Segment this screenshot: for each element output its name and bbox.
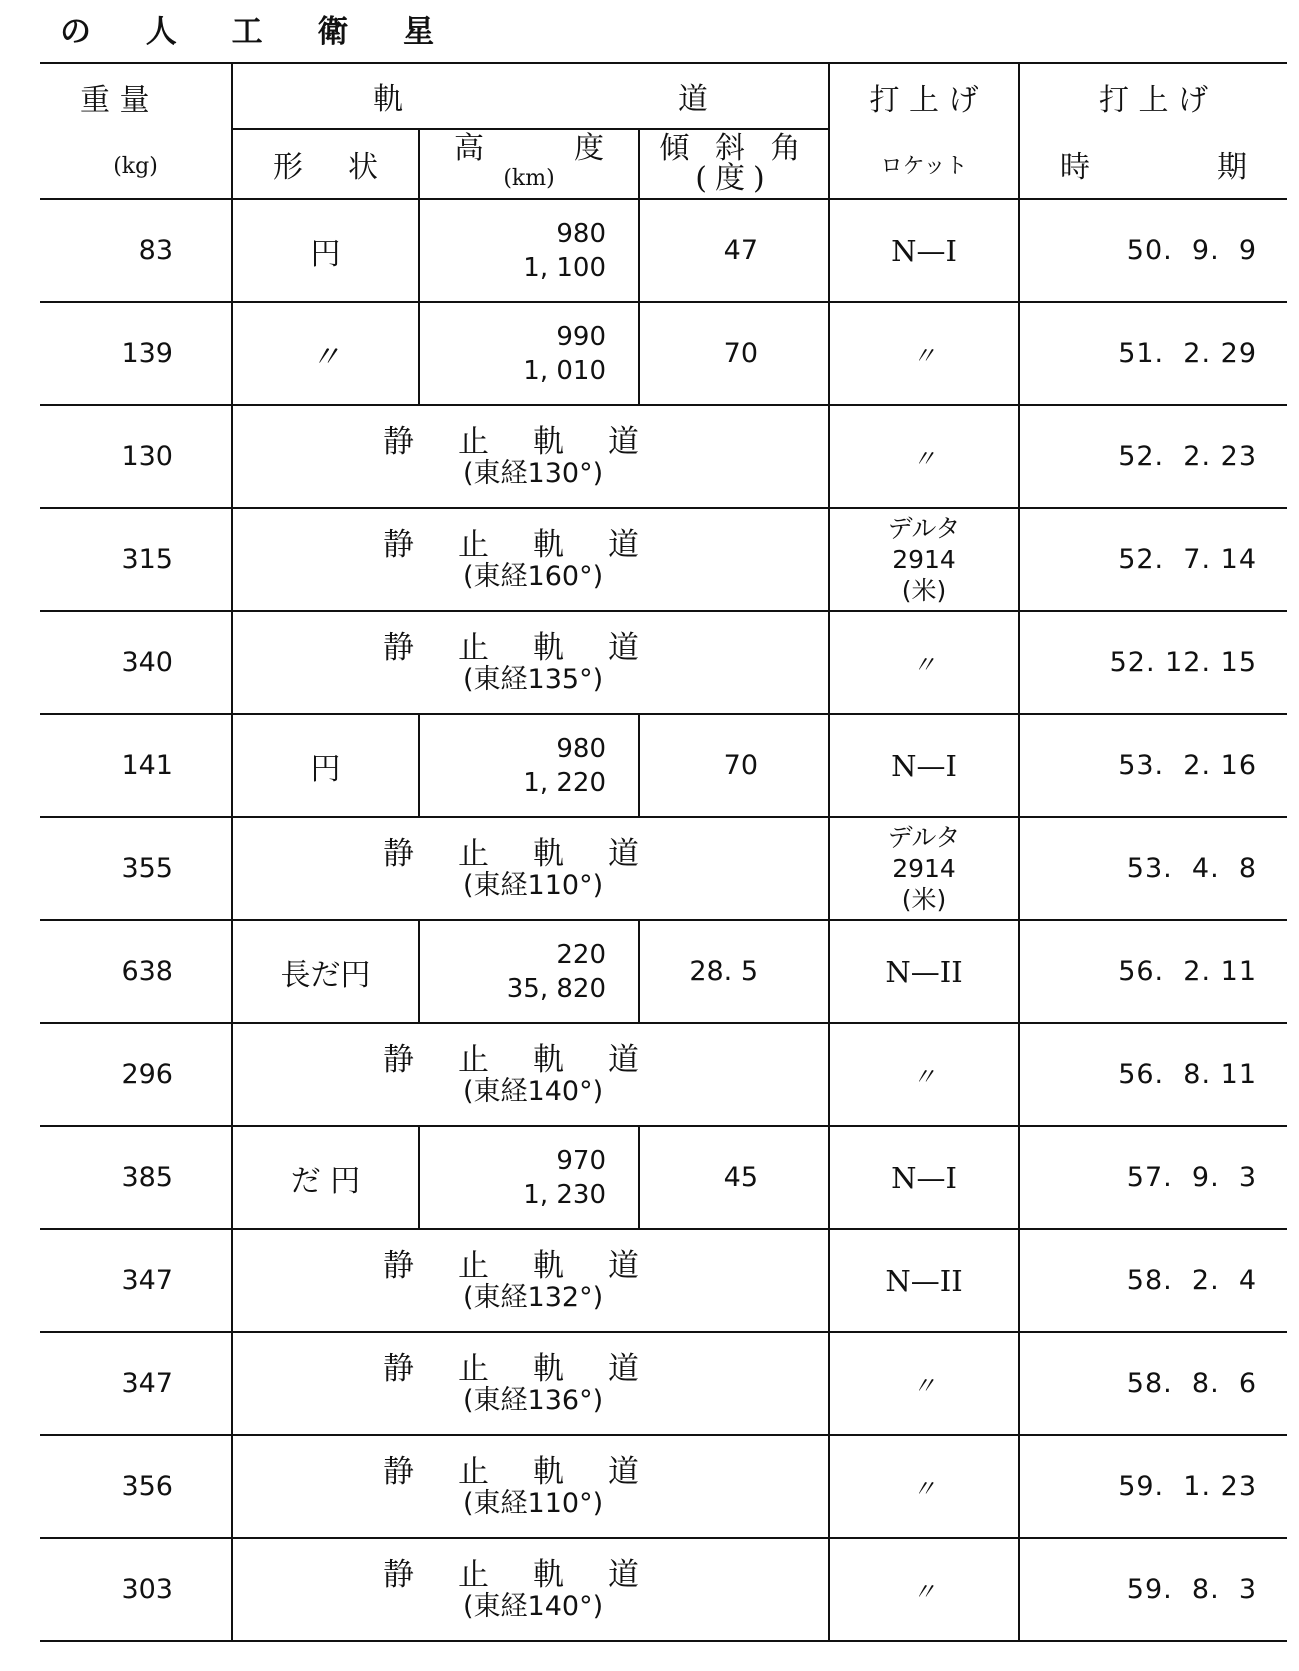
altitude-max: 35, 820 (506, 973, 606, 1004)
geostationary-longitude: (東経135°) (463, 663, 604, 695)
rocket-line: 2914 (892, 854, 956, 883)
shape-cell: 〃 (232, 302, 419, 405)
geostationary-longitude: (東経160°) (463, 560, 604, 592)
launch-date-cell: 52. 2. 23 (1019, 405, 1287, 508)
table-row (40, 1126, 1287, 1229)
geostationary-label: 静止軌道 (383, 526, 683, 563)
altitude-min: 970 (556, 1145, 606, 1176)
altitude-max: 1, 220 (523, 767, 606, 798)
rocket-line: デルタ (887, 823, 961, 852)
launch-date-cell: 50. 9. 9 (1019, 199, 1287, 302)
geostationary-longitude: (東経136°) (463, 1384, 604, 1416)
shape-header (232, 129, 419, 199)
rocket-cell: N—II (829, 920, 1019, 1023)
geostationary-longitude: (東経132°) (463, 1281, 604, 1313)
launch-sub-char-2: 期 (1217, 149, 1248, 185)
geostationary-label: 静止軌道 (383, 1041, 683, 1078)
rocket-line: (米) (901, 576, 947, 605)
altitude-cell (419, 1126, 639, 1229)
geostationary-cell (232, 405, 829, 508)
table-row (40, 1332, 1287, 1435)
table-row (40, 920, 1287, 1023)
rocket-cell (829, 817, 1019, 920)
launch-date-cell: 52. 7. 14 (1019, 508, 1287, 611)
geostationary-label: 静止軌道 (383, 629, 683, 666)
weight-header (40, 63, 232, 129)
table-row (40, 1023, 1287, 1126)
launch-header-label: 打 上 げ (1098, 82, 1209, 118)
shape-cell: 円 (232, 714, 419, 817)
weight-cell: 296 (40, 1023, 232, 1126)
rocket-cell: 〃 (829, 1023, 1019, 1126)
weight-cell: 385 (40, 1126, 232, 1229)
inclination-cell: 70 (639, 714, 829, 817)
table-row (40, 1538, 1287, 1641)
rocket-cell: 〃 (829, 1332, 1019, 1435)
launch-date-cell: 51. 2. 29 (1019, 302, 1287, 405)
rocket-cell: 〃 (829, 302, 1019, 405)
geostationary-cell (232, 1023, 829, 1126)
inclination-cell: 47 (639, 199, 829, 302)
weight-cell: 355 (40, 817, 232, 920)
weight-cell: 83 (40, 199, 232, 302)
rocket-sub-header (829, 129, 1019, 199)
altitude-min: 220 (556, 939, 606, 970)
page-title: の 人 工 衛 星 (60, 14, 457, 50)
geostationary-cell (232, 508, 829, 611)
table-row (40, 1229, 1287, 1332)
geostationary-cell (232, 817, 829, 920)
header-row-2 (40, 129, 1287, 199)
altitude-min: 980 (556, 733, 606, 764)
inclination-unit: (度) (695, 161, 773, 196)
weight-cell: 347 (40, 1332, 232, 1435)
geostationary-cell (232, 1435, 829, 1538)
geostationary-label: 静止軌道 (383, 1453, 683, 1490)
launch-date-cell: 53. 4. 8 (1019, 817, 1287, 920)
weight-cell: 130 (40, 405, 232, 508)
altitude-cell (419, 302, 639, 405)
geostationary-label: 静止軌道 (383, 1247, 683, 1284)
weight-cell: 356 (40, 1435, 232, 1538)
launch-sub-header (1019, 129, 1287, 199)
weight-cell: 340 (40, 611, 232, 714)
geostationary-label: 静止軌道 (383, 1350, 683, 1387)
rocket-cell: 〃 (829, 1538, 1019, 1641)
rocket-header-label: 打 上 げ (869, 82, 979, 118)
orbit-header-char-2: 道 (678, 82, 709, 117)
geostationary-label: 静止軌道 (383, 835, 683, 872)
rocket-sub-label: ロケット (880, 154, 968, 179)
geostationary-longitude: (東経140°) (463, 1075, 604, 1107)
geostationary-cell (232, 1229, 829, 1332)
altitude-unit: (km) (503, 166, 555, 191)
altitude-cell (419, 920, 639, 1023)
inclination-header (639, 129, 829, 199)
altitude-header (419, 129, 639, 199)
rocket-cell: N—II (829, 1229, 1019, 1332)
rocket-header (829, 63, 1019, 129)
weight-cell: 141 (40, 714, 232, 817)
launch-date-cell: 53. 2. 16 (1019, 714, 1287, 817)
rocket-cell: 〃 (829, 611, 1019, 714)
rocket-line: (米) (901, 885, 947, 914)
launch-date-cell: 56. 8. 11 (1019, 1023, 1287, 1126)
launch-date-cell: 58. 8. 6 (1019, 1332, 1287, 1435)
weight-header-label: 重 量 (80, 82, 150, 118)
weight-cell: 347 (40, 1229, 232, 1332)
rocket-cell: 〃 (829, 405, 1019, 508)
weight-cell: 139 (40, 302, 232, 405)
geostationary-cell (232, 1538, 829, 1641)
table-row (40, 508, 1287, 611)
inclination-cell: 70 (639, 302, 829, 405)
table-row (40, 611, 1287, 714)
shape-cell: だ 円 (232, 1126, 419, 1229)
shape-header-char-2: 状 (348, 150, 378, 185)
shape-cell: 円 (232, 199, 419, 302)
rocket-cell (829, 508, 1019, 611)
weight-cell: 315 (40, 508, 232, 611)
satellite-table (40, 62, 1287, 1642)
altitude-cell (419, 199, 639, 302)
orbit-header (232, 63, 829, 129)
weight-unit: (kg) (113, 154, 158, 179)
inclination-cell: 28. 5 (639, 920, 829, 1023)
weight-cell: 638 (40, 920, 232, 1023)
launch-date-cell: 58. 2. 4 (1019, 1229, 1287, 1332)
shape-cell: 長だ円 (232, 920, 419, 1023)
launch-date-cell: 56. 2. 11 (1019, 920, 1287, 1023)
table-row (40, 1435, 1287, 1538)
launch-date-cell: 57. 9. 3 (1019, 1126, 1287, 1229)
table-row (40, 199, 1287, 302)
altitude-max: 1, 010 (523, 355, 606, 386)
rocket-cell: N—I (829, 199, 1019, 302)
orbit-header-char-1: 軌 (373, 82, 403, 117)
header-row-1 (40, 63, 1287, 129)
launch-sub-char-1: 時 (1060, 149, 1091, 185)
weight-unit-header (40, 129, 232, 199)
rocket-line: デルタ (887, 514, 961, 543)
launch-date-cell: 59. 1. 23 (1019, 1435, 1287, 1538)
inclination-header-label: 傾 斜 角 (659, 131, 809, 166)
altitude-header-char-1: 高 (454, 131, 484, 166)
rocket-line: 2914 (892, 545, 956, 574)
weight-cell: 303 (40, 1538, 232, 1641)
launch-date-cell: 59. 8. 3 (1019, 1538, 1287, 1641)
rocket-cell: 〃 (829, 1435, 1019, 1538)
altitude-header-char-2: 度 (574, 131, 604, 166)
geostationary-label: 静止軌道 (383, 1556, 683, 1593)
inclination-cell: 45 (639, 1126, 829, 1229)
rocket-cell: N—I (829, 714, 1019, 817)
altitude-cell (419, 714, 639, 817)
table-row (40, 302, 1287, 405)
table-row (40, 817, 1287, 920)
geostationary-longitude: (東経110°) (463, 869, 604, 901)
table-row (40, 405, 1287, 508)
altitude-max: 1, 230 (523, 1179, 606, 1210)
geostationary-longitude: (東経130°) (463, 457, 604, 489)
altitude-min: 990 (556, 321, 606, 352)
rocket-cell: N—I (829, 1126, 1019, 1229)
geostationary-label: 静止軌道 (383, 423, 683, 460)
geostationary-cell (232, 611, 829, 714)
shape-header-char-1: 形 (273, 150, 303, 185)
launch-date-cell: 52. 12. 15 (1019, 611, 1287, 714)
geostationary-cell (232, 1332, 829, 1435)
geostationary-longitude: (東経110°) (463, 1487, 604, 1519)
altitude-min: 980 (556, 218, 606, 249)
geostationary-longitude: (東経140°) (463, 1590, 604, 1622)
altitude-max: 1, 100 (523, 252, 606, 283)
launch-header (1019, 63, 1287, 129)
table-row (40, 714, 1287, 817)
